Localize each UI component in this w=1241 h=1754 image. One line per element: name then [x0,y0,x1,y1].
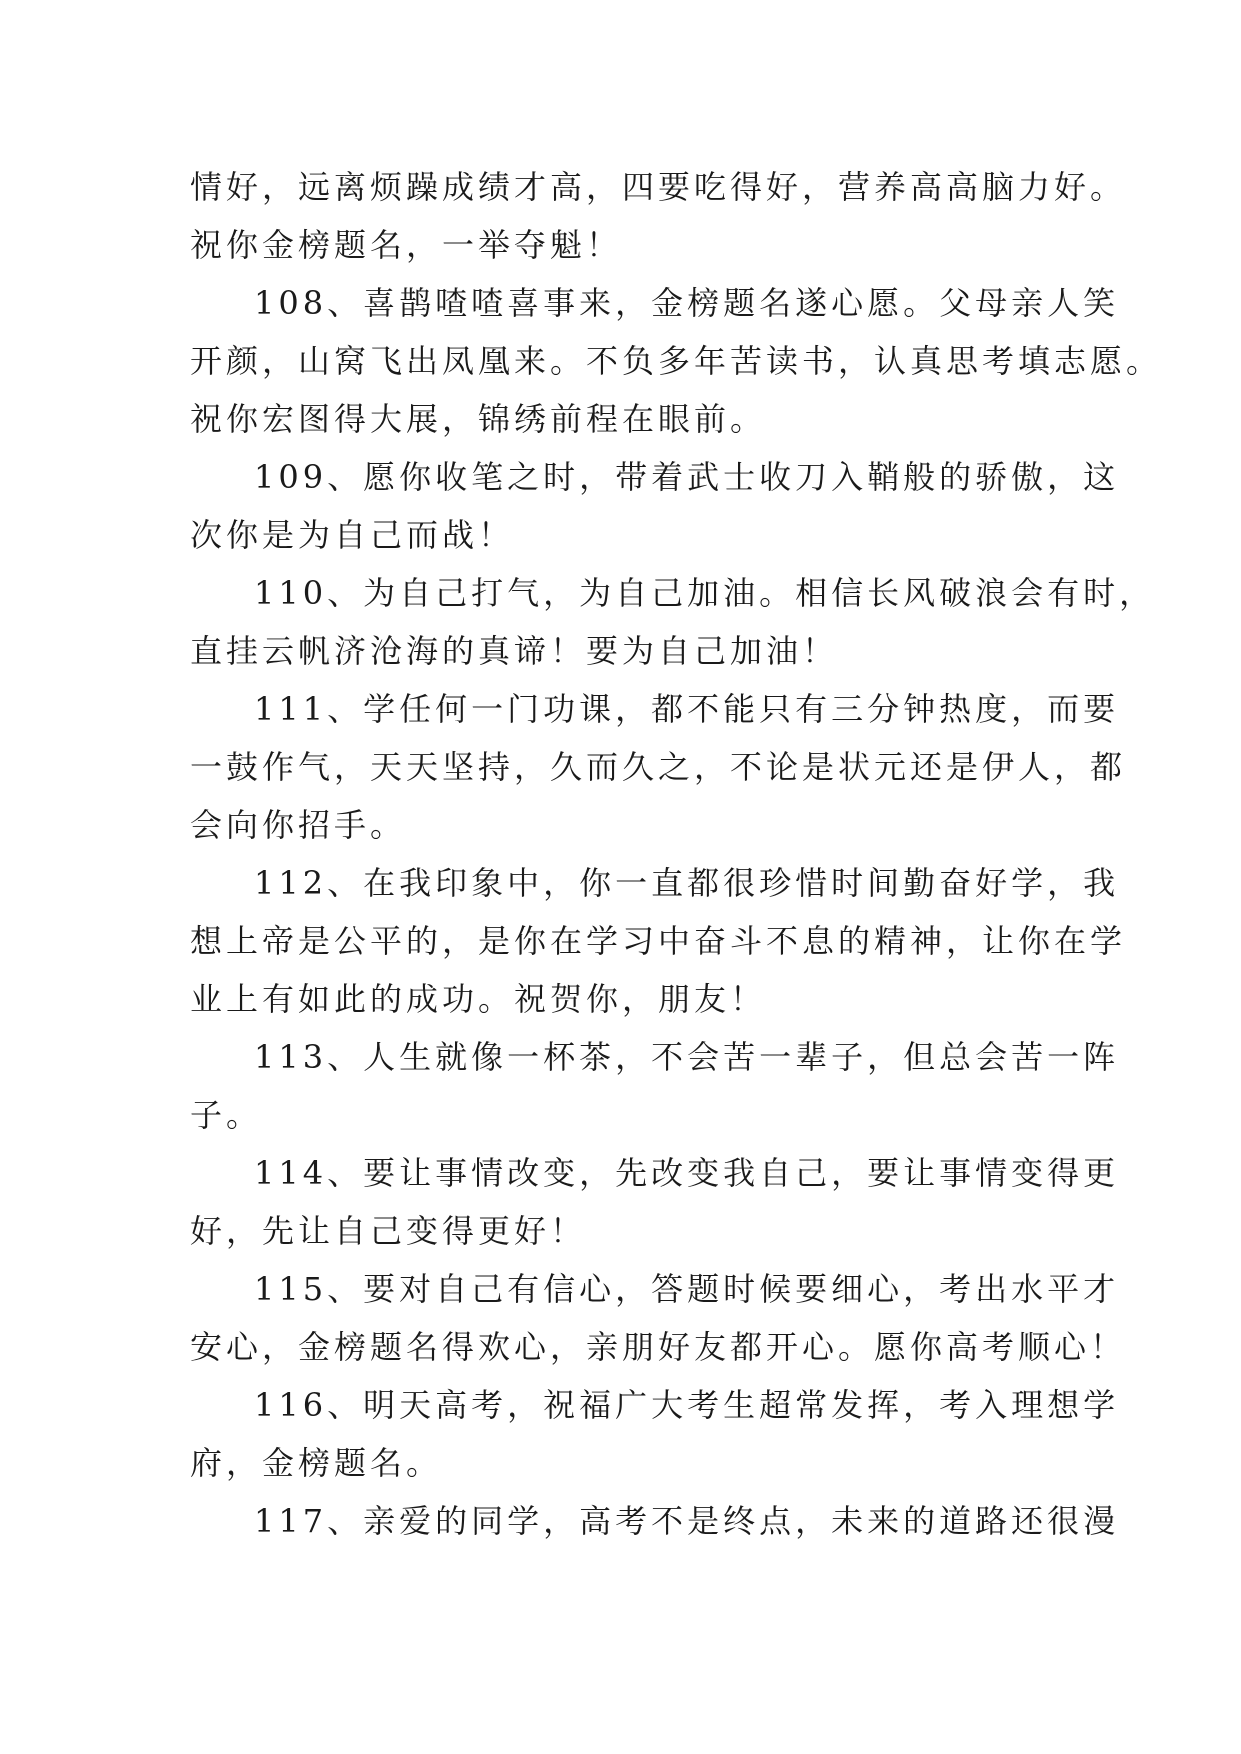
paragraph-p107-tail [190,158,1127,274]
text-line: 直挂云帆济沧海的真谛！要为自己加油！ [190,632,839,670]
paragraph-p110 [190,564,1156,680]
paragraph-p112 [190,854,1127,1028]
text-line: 好，先让自己变得更好！ [190,1212,587,1250]
text-line: 安心，金榜题名得欢心，亲朋好友都开心。愿你高考顺心！ [190,1328,1127,1366]
text-line: 113、人生就像一杯茶，不会苦一辈子，但总会苦一阵 [254,1038,1120,1076]
text-line: 111、学任何一门功课，都不能只有三分钟热度，而要 [254,690,1120,728]
text-line: 会向你招手。 [190,806,407,844]
text-line: 情好，远离烦躁成绩才高，四要吃得好，营养高高脑力好。 [190,168,1127,206]
text-line: 子。 [190,1096,263,1134]
text-line: 府，金榜题名。 [190,1444,443,1482]
text-line: 一鼓作气，天天坚持，久而久之，不论是状元还是伊人，都 [190,748,1127,786]
paragraph-p117 [190,1492,1120,1550]
text-line: 业上有如此的成功。祝贺你，朋友！ [190,980,767,1018]
text-line: 114、要让事情改变，先改变我自己，要让事情变得更 [254,1154,1120,1192]
text-line: 115、要对自己有信心，答题时候要细心，考出水平才 [254,1270,1120,1308]
paragraph-p109 [190,448,1120,564]
text-line: 次你是为自己而战！ [190,516,515,554]
text-line: 想上帝是公平的，是你在学习中奋斗不息的精神，让你在学 [190,922,1127,960]
text-line: 110、为自己打气，为自己加油。相信长风破浪会有时， [254,574,1156,612]
text-line: 109、愿你收笔之时，带着武士收刀入鞘般的骄傲，这 [254,458,1120,496]
text-line: 祝你宏图得大展，锦绣前程在眼前。 [190,400,767,438]
paragraph-p113 [190,1028,1120,1144]
text-line: 祝你金榜题名，一举夺魁！ [190,226,623,264]
paragraph-p114 [190,1144,1120,1260]
paragraph-p116 [190,1376,1120,1492]
paragraph-p108 [190,274,1163,448]
paragraph-p111 [190,680,1127,854]
document-body [190,158,1163,1550]
text-line: 开颜，山窝飞出凤凰来。不负多年苦读书，认真思考填志愿。 [190,342,1163,380]
text-line: 116、明天高考，祝福广大考生超常发挥，考入理想学 [254,1386,1120,1424]
text-line: 117、亲爱的同学，高考不是终点，未来的道路还很漫 [254,1502,1120,1540]
text-line: 112、在我印象中，你一直都很珍惜时间勤奋好学，我 [254,864,1120,902]
text-line: 108、喜鹊喳喳喜事来，金榜题名遂心愿。父母亲人笑 [254,284,1120,322]
paragraph-p115 [190,1260,1127,1376]
